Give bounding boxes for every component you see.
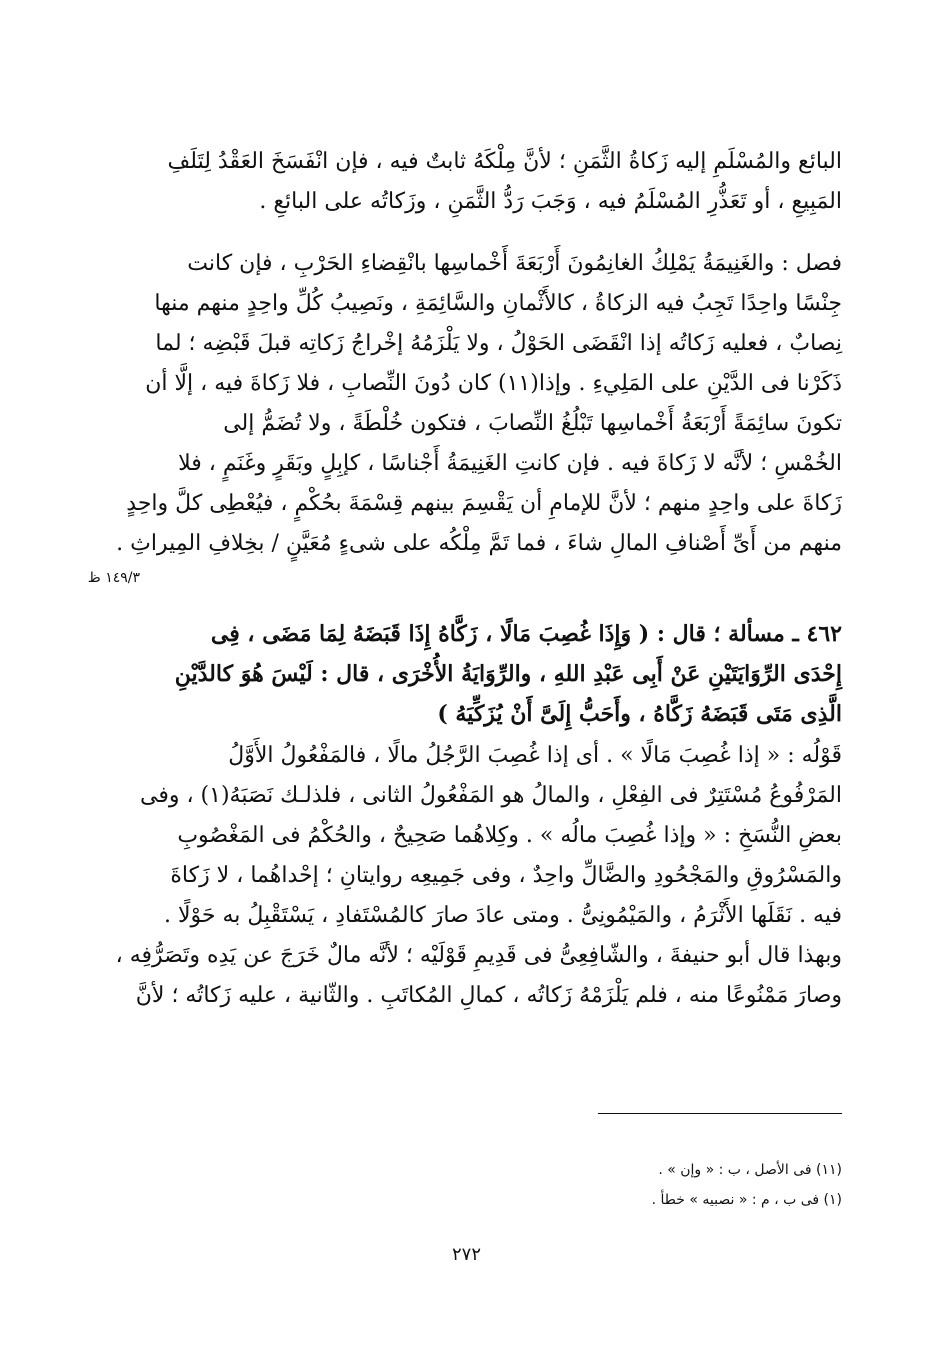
text-line: ذَكَرْنا فى الدَّيْنِ على المَلِيءِ . وإذا(١١) كان دُونَ النِّصابِ ، فلا زَكاةَ فيه ، إلَّا أن [145, 371, 842, 396]
text-line: قَوْلُه : « إذا غُصِبَ مَالًا » . أى إذا غُصِبَ الرَّجُلُ مالًا ، فالمَفْعُولُ الأَوَّلُ [228, 743, 842, 768]
text-line: وصارَ مَمْنُوعًا منه ، فلم يَلْزَمْهُ زَكاتُه ، كمالِ المُكاتَبِ . والثّانية ، عليه زَكاتُه ؛ لأنَّ [135, 983, 842, 1008]
text-line: ٤٦٢ ـ مسألة ؛ قال : ( وَإِذَا غُصِبَ مَالًا ، زَكَّاهُ إِذَا قَبَضَهُ لِمَا مَضَى ، فِى [210, 621, 842, 647]
text-line: فيه . نَقَلَها الأَثْرَمُ ، والمَيْمُونِىُّ . ومتى عادَ صارَ كالمُسْتَفادِ ، يَسْتَقْبِلُ به حَوْلًا . [163, 903, 842, 928]
page-number: ٢٧٢ [451, 1244, 481, 1265]
text-line: تكونَ سائِمَةً أَرْبَعَةُ أَخْماسِها تَبْلُغُ النِّصابَ ، فتكون خُلْطَةً ، ولا تُضَمُّ إلى [223, 411, 842, 436]
text-line: نِصابٌ ، فعليه زَكاتُه إذا انْقَضَى الحَوْلُ ، ولا يَلْزَمُهُ إخْراجُ زَكاتِه قبلَ قَبْضِه ؛ لما [155, 331, 842, 356]
text-line: الخُمْسِ ؛ لأنَّه لا زَكاةَ فيه . فإن كانتِ الغَنِيمَةُ أَجْناسًا ، كإبِلٍ وبَقَرٍ وغَنَمٍ ، فلا [178, 451, 842, 476]
fasl-paragraph [116, 244, 842, 564]
manuscript-margin-reference: ١٤٩/٣ ظ [87, 570, 140, 586]
text-line: زَكاةَ على واحِدٍ منهم ؛ لأنَّ للإمامِ أن يَقْسِمَ بينهم قِسْمَةَ بحُكْمٍ ، فيُعْطِى كلَّ واحِدٍ [126, 491, 842, 516]
text-line: والمَسْرُوقِ والمَجْحُودِ والضَّالِّ واحِدٌ ، وفى جَمِيعِه روايتانِ ؛ إحْداهُما ، لا زَكاةَ [170, 863, 842, 888]
footnote: (١١) فى الأصل ، ب : « وإن » . [658, 1162, 842, 1178]
footnote: (١) فى ب ، م : « نصبيه » خطأ . [651, 1192, 842, 1208]
footnotes [500, 1155, 842, 1215]
text-line: المَبِيعِ ، أو تَعَذُّرِ المُسْلَمُ فيه ، وَجَبَ رَدُّ الثَّمَنِ ، وزَكاتُه على البائعِ . [259, 189, 842, 214]
top-paragraph [150, 142, 842, 222]
text-line: منهم من أَىِّ أَصْنافِ المالِ شاءَ ، فما تَمَّ مِلْكُه على شىءٍ مُعَيَّنٍ / بخِلافِ المِيراثِ . [116, 531, 842, 556]
text-line: بعضِ النُّسَخِ : « وإذا غُصِبَ مالُه » . وكِلاهُما صَحِيحٌ ، والحُكْمُ فى المَغْصُوبِ [177, 823, 842, 848]
text-line: فصل : والغَنِيمَةُ يَمْلِكُ الغانِمُونَ أَرْبَعَةَ أَخْماسِها بانْقِضاءِ الحَرْبِ ، فإن كانت [187, 251, 842, 276]
commentary-paragraph [115, 736, 842, 1016]
footnote-separator [598, 1113, 842, 1114]
text-line: المَرْفُوعُ مُسْتَتِرٌ فى الفِعْلِ ، والمالُ هو المَفْعُولُ الثانى ، فلذلـك نَصَبَهُ(١) ، وفى [139, 783, 842, 808]
text-line: جِنْسًا واحِدًا تَجِبُ فيه الزكاةُ ، كالأَثْمانِ والسَّائِمَةِ ، ونَصِيبُ كُلِّ واحِدٍ منهم منها [154, 291, 842, 316]
text-line: البائع والمُسْلَمِ إليه زَكاةُ الثَّمَنِ ؛ لأنَّ مِلْكَهُ ثابتٌ فيه ، فإن انْفَسَخَ العَقْدُ لِتَلَفِ [167, 149, 842, 174]
masala-heading [150, 614, 842, 734]
text-line: إِحْدَى الرِّوَايَتَيْنِ عَنْ أَبِى عَبْدِ اللهِ ، والرِّوَايَةُ الأُخْرَى ، قال : لَيْسَ هُوَ كالدَّيْنِ [174, 661, 842, 687]
text-line: الَّذِى مَتَى قَبَضَهُ زَكَّاهُ ، وأَحَبُّ إِلَىَّ أَنْ يُزَكِّيَهُ ) [437, 701, 842, 727]
text-line: وبهذا قال أبو حنيفةَ ، والشّافِعِىُّ فى قَدِيمِ قَوْلَيْه ؛ لأنَّه مالٌ خَرَجَ عن يَدِه وتَصَرُّفِه ، [115, 943, 842, 968]
